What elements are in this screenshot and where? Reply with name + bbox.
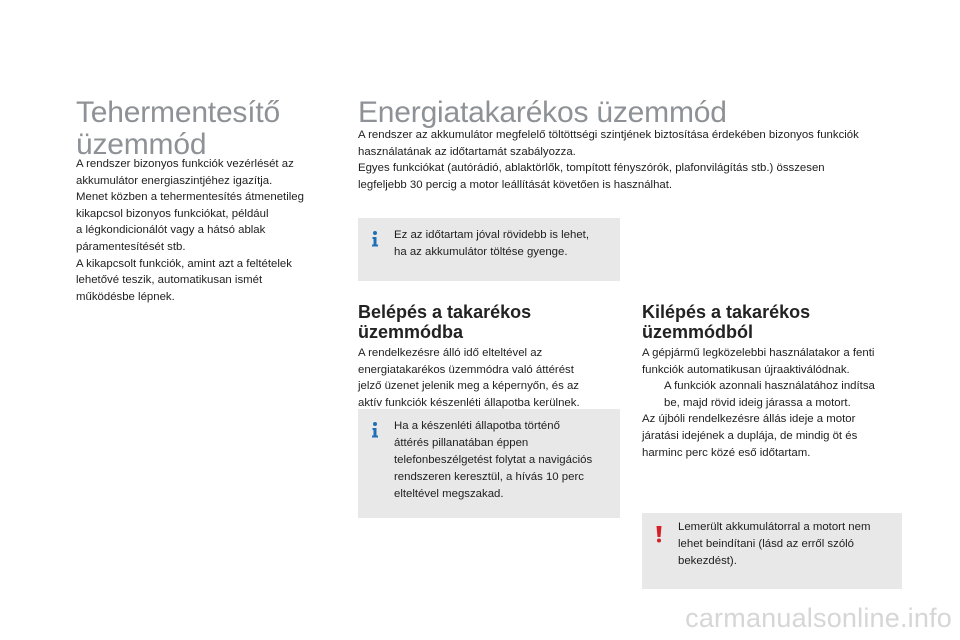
- left-paragraph-line: Menet közben a tehermentesítés átmenetileg: [76, 191, 304, 204]
- enter-heading-line-1: Belépés a takarékos: [358, 302, 532, 322]
- exit-bullet-text: [664, 378, 914, 411]
- info-box-line: áttérés pillanatában éppen: [394, 437, 529, 449]
- exit-paragraph-line: funkciók automatikusan újraaktiválódnak.: [642, 363, 850, 376]
- exit-bullet-line: be, majd rövid ideig járassa a motort.: [664, 396, 851, 409]
- info-icon: [368, 421, 382, 439]
- exit-paragraph2-line: járatási idejének a duplája, de mindig öt és: [642, 429, 858, 442]
- info-box-duration-text: [394, 227, 616, 261]
- warning-box-battery-text: [678, 519, 898, 570]
- enter-paragraph-line: A rendelkezésre álló idő elteltével az: [358, 347, 543, 359]
- info-box-line: Ez az időtartam jóval rövidebb is lehet,: [394, 229, 590, 241]
- info-box-phone-call: [358, 409, 620, 518]
- bullet-arrow-icon: [642, 378, 664, 411]
- info-box-line: elteltével megszakad.: [394, 488, 504, 500]
- enter-paragraph-line: energiatakarékos üzemmódra való áttérést: [358, 363, 574, 376]
- left-paragraph-line: működésbe lépnek.: [76, 290, 175, 303]
- info-icon: [368, 230, 382, 248]
- exit-heading: [642, 302, 810, 342]
- main-intro: [358, 127, 918, 193]
- main-title: Energiatakarékos üzemmód: [358, 96, 727, 129]
- warning-box-line: lehet beindítani (lásd az erről szóló: [678, 538, 855, 550]
- enter-paragraph-line: jelző üzenet jelenik meg a képernyőn, és az: [358, 380, 579, 393]
- warning-box-line: Lemerült akkumulátorral a motort nem: [678, 521, 871, 533]
- exit-paragraph-line: A gépjármű legközelebbi használatakor a fenti: [642, 347, 875, 359]
- info-box-line: telefonbeszélgetést folytat a navigációs: [394, 454, 593, 466]
- left-paragraph-line: kikapcsol bizonyos funkciókat, például: [76, 207, 269, 220]
- exit-heading-line-1: Kilépés a takarékos: [642, 302, 811, 322]
- exit-paragraph: [642, 345, 914, 461]
- left-title-line-2: üzemmód: [76, 128, 207, 161]
- exit-heading-line-2: üzemmódból: [642, 322, 753, 342]
- left-paragraph: [76, 156, 336, 305]
- info-box-duration: [358, 218, 620, 281]
- warning-box-battery: [642, 513, 902, 589]
- warning-box-line: bekezdést).: [678, 555, 737, 567]
- main-intro-line: használatának az időtartamát szabályozza.: [358, 145, 576, 158]
- exit-paragraph2-line: harminc perc közé eső időtartam.: [642, 446, 811, 459]
- left-paragraph-line: akkumulátor energiaszintjéhez igazítja.: [76, 174, 273, 187]
- left-paragraph-line: lehetővé teszik, automatikusan ismét: [76, 274, 263, 287]
- left-paragraph-line: A kikapcsolt funkciók, amint azt a feltételek: [76, 257, 292, 270]
- left-title: [76, 97, 280, 161]
- exit-bullet-line: A funkciók azonnali használatához indítsa: [664, 380, 875, 393]
- info-box-line: rendszeren keresztül, a hívás 10 perc: [394, 471, 584, 483]
- exit-bullet: [642, 378, 914, 411]
- main-intro-line: Egyes funkciókat (autórádió, ablaktörlők, tompított fényszórók, plafonvilágítás stb.) összesen: [358, 162, 825, 175]
- info-box-line: ha az akkumulátor töltése gyenge.: [394, 246, 568, 258]
- left-paragraph-line: páramentesítését stb.: [76, 240, 186, 253]
- exclamation-icon: [652, 525, 666, 543]
- enter-heading: [358, 302, 531, 342]
- info-box-phone-call-text: [394, 418, 616, 503]
- left-paragraph-line: a légkondicionálót vagy a hátsó ablak: [76, 224, 266, 237]
- left-title-line-1: Tehermentesítő: [76, 96, 280, 129]
- watermark: carmanualsonline.info: [685, 603, 952, 633]
- enter-heading-line-2: üzemmódba: [358, 322, 464, 342]
- left-paragraph-line: A rendszer bizonyos funkciók vezérlését az: [76, 158, 294, 170]
- info-box-line: Ha a készenléti állapotba történő: [394, 420, 560, 432]
- enter-paragraph: [358, 345, 620, 411]
- enter-paragraph-line: aktív funkciók készenléti állapotba kerülnek.: [358, 396, 580, 409]
- exit-paragraph2-line: Az újbóli rendelkezésre állás ideje a motor: [642, 413, 856, 426]
- main-intro-line: A rendszer az akkumulátor megfelelő töltöttségi szintjének biztosítása érdekében bizonyos funkciók: [358, 129, 859, 141]
- main-intro-line: legfeljebb 30 percig a motor leállítását követően is használhat.: [358, 178, 673, 191]
